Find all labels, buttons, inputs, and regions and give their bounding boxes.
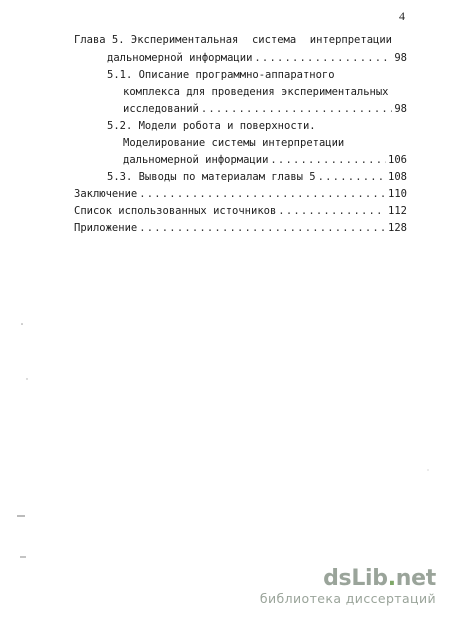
- toc-entry-text: 5.2. Модели робота и поверхности.: [107, 120, 316, 132]
- watermark-logo-dot: .: [387, 566, 396, 591]
- watermark-logo-main: dsLib: [323, 566, 388, 591]
- scan-speck: [427, 469, 428, 470]
- watermark-logo: [260, 567, 436, 591]
- toc-page-number: 110: [388, 188, 407, 200]
- toc-page-number: 98: [394, 103, 407, 115]
- toc-text: Глава 5. Экспериментальная: [74, 34, 239, 46]
- toc-entry-text: 5.3. Выводы по материалам главы 5: [107, 171, 316, 183]
- dslib-watermark: [260, 567, 436, 606]
- toc-page-number: 112: [388, 205, 407, 217]
- page-number: 4: [399, 9, 405, 23]
- watermark-subtitle: библиотека диссертаций: [259, 591, 436, 606]
- toc-entry-text: Приложение: [74, 222, 138, 234]
- toc-entry-text: Список использованных источников: [74, 205, 277, 217]
- toc-entry-text: исследований: [123, 103, 199, 115]
- toc-page-number: 108: [388, 171, 407, 183]
- toc-text: интерпретации: [309, 34, 392, 46]
- toc-text: система: [251, 34, 297, 46]
- toc-entry-text: 5.1. Описание программно-аппаратного: [107, 69, 335, 81]
- watermark-logo-tld: net: [395, 566, 436, 591]
- toc-entry-text: дальномерной информации: [123, 154, 269, 166]
- scan-speck: [21, 323, 23, 325]
- scan-speck: [26, 378, 27, 379]
- toc-entry-text: Моделирование системы интерпретации: [123, 137, 345, 149]
- toc-page-number: 98: [394, 52, 407, 64]
- toc-entry-text: дальномерной информации: [107, 52, 253, 64]
- toc-entry-text: комплекса для проведения экспериментальных: [123, 86, 389, 98]
- toc-page-number: 128: [388, 222, 407, 234]
- toc-page-number: 106: [388, 154, 407, 166]
- toc-entry-text: Заключение: [74, 188, 138, 200]
